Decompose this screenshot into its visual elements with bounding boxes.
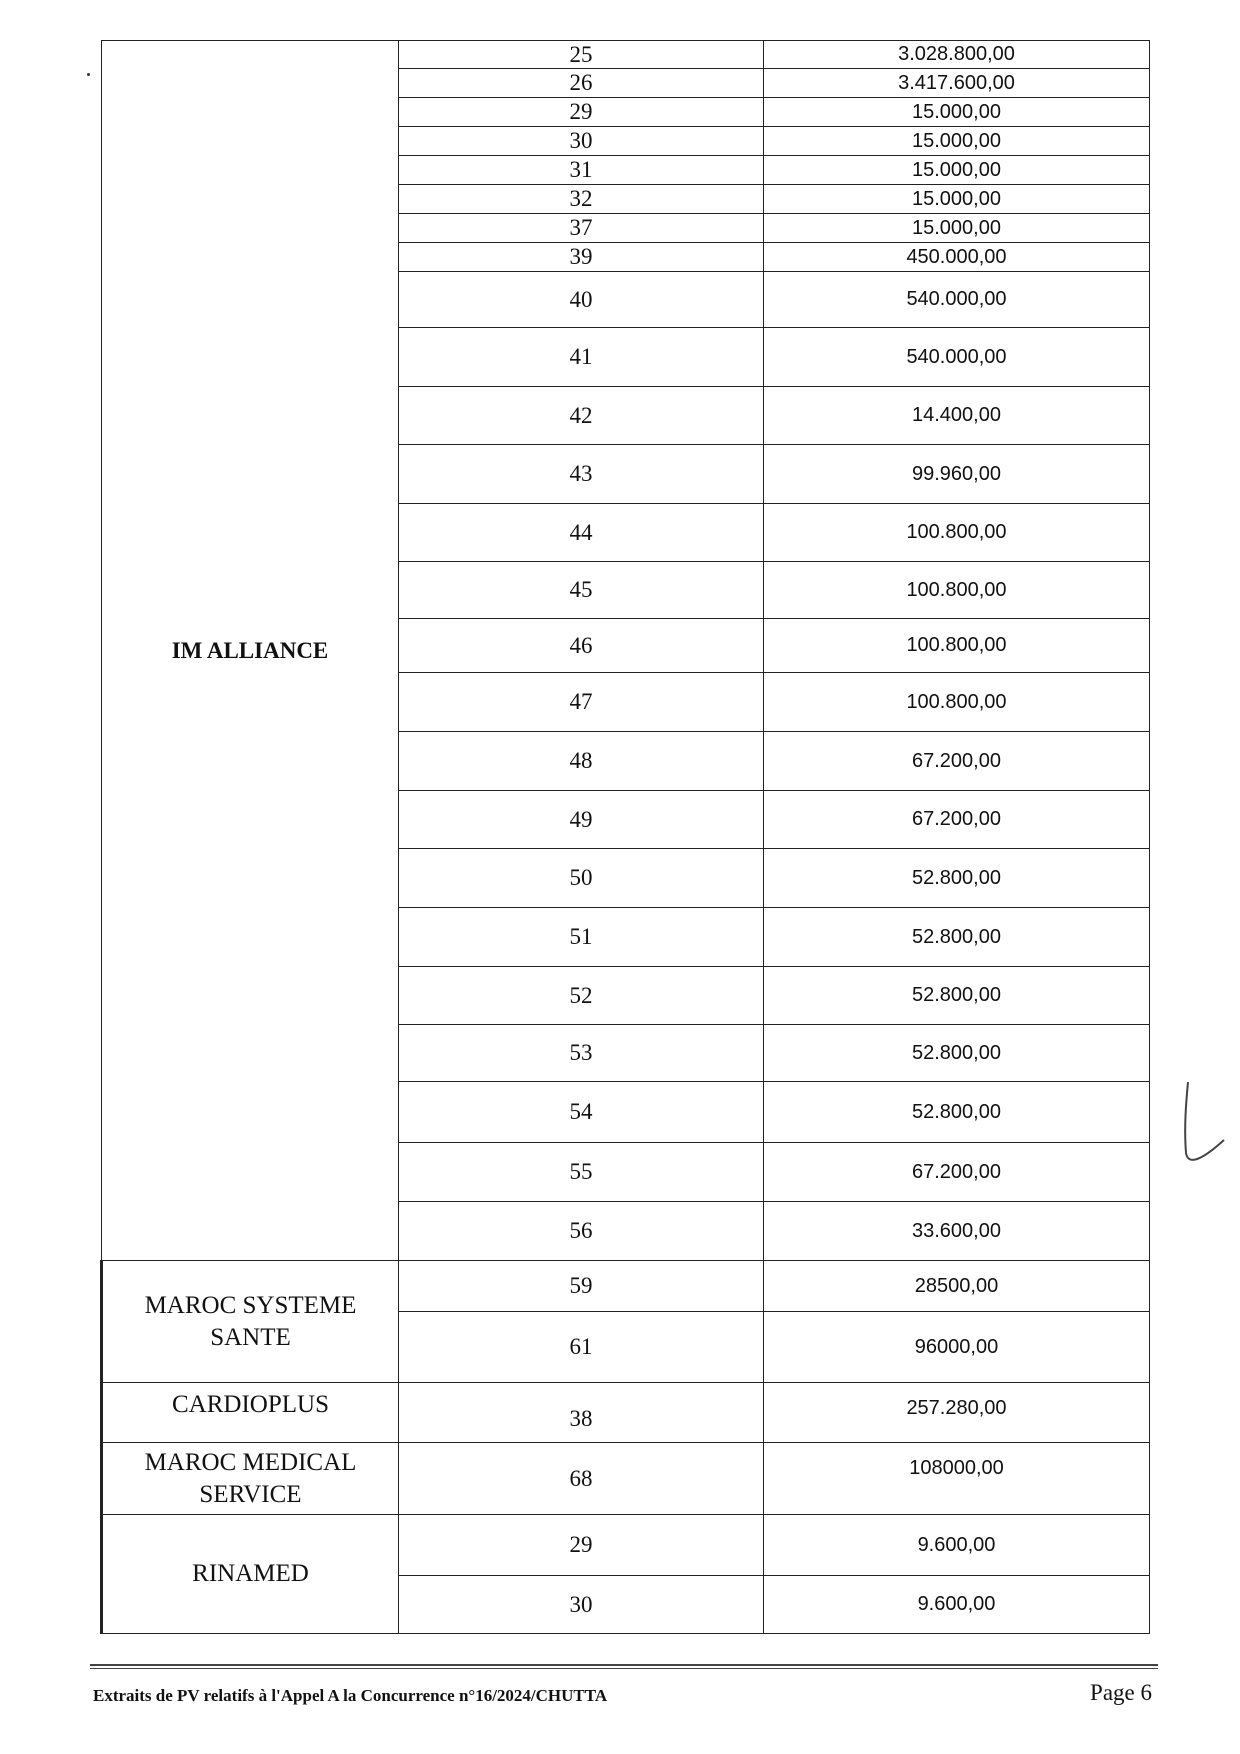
lot-cell: 39 <box>399 243 764 272</box>
amount-cell: 15.000,00 <box>764 127 1150 156</box>
amount-cell: 67.200,00 <box>764 791 1150 849</box>
amount-cell: 33.600,00 <box>764 1202 1150 1261</box>
lot-cell: 32 <box>399 185 764 214</box>
company-name: CARDIOPLUS <box>172 1391 329 1418</box>
amount-cell: 9.600,00 <box>764 1576 1150 1634</box>
lot-cell: 41 <box>399 328 764 387</box>
lot-cell: 30 <box>399 1576 764 1634</box>
table-row <box>102 1383 1150 1443</box>
lot-cell: 45 <box>399 562 764 619</box>
amount-cell: 96000,00 <box>764 1312 1150 1383</box>
footer-title: Extraits de PV relatifs à l'Appel A la Concurrence n°16/2024/CHUTTA <box>93 1686 608 1705</box>
amount-cell: 99.960,00 <box>764 445 1150 504</box>
lot-cell: 50 <box>399 849 764 908</box>
lot-cell: 68 <box>399 1443 764 1515</box>
footer-rule <box>90 1668 1158 1669</box>
lot-cell: 54 <box>399 1082 764 1143</box>
company-cell <box>102 1443 399 1515</box>
lot-cell: 37 <box>399 214 764 243</box>
lot-cell: 52 <box>399 967 764 1025</box>
lot-cell: 44 <box>399 504 764 562</box>
table-row <box>102 1443 1150 1515</box>
lot-cell: 29 <box>399 98 764 127</box>
footer-rule <box>90 1664 1158 1666</box>
amount-cell: 108000,00 <box>764 1443 1150 1515</box>
amount-cell: 14.400,00 <box>764 387 1150 445</box>
table-row <box>102 1261 1150 1312</box>
lot-cell: 25 <box>399 41 764 69</box>
lot-cell: 46 <box>399 619 764 673</box>
company-cell <box>102 41 399 1261</box>
company-name-line2: SERVICE <box>199 1481 302 1508</box>
amount-cell: 52.800,00 <box>764 967 1150 1025</box>
amount-cell: 52.800,00 <box>764 1082 1150 1143</box>
amount-cell: 67.200,00 <box>764 1143 1150 1202</box>
company-cell <box>102 1383 399 1443</box>
lot-cell: 40 <box>399 272 764 328</box>
lot-cell: 43 <box>399 445 764 504</box>
lot-cell: 55 <box>399 1143 764 1202</box>
amount-cell: 100.800,00 <box>764 562 1150 619</box>
lot-cell: 56 <box>399 1202 764 1261</box>
lot-cell: 42 <box>399 387 764 445</box>
lot-cell: 59 <box>399 1261 764 1312</box>
company-cell <box>102 1261 399 1383</box>
lot-cell: 38 <box>399 1383 764 1443</box>
amount-cell: 540.000,00 <box>764 272 1150 328</box>
amount-cell: 52.800,00 <box>764 908 1150 967</box>
lot-cell: 29 <box>399 1515 764 1576</box>
company-name-line1: MAROC MEDICAL <box>144 1449 357 1476</box>
amount-cell: 100.800,00 <box>764 673 1150 732</box>
company-name: RINAMED <box>192 1560 309 1587</box>
amount-cell: 15.000,00 <box>764 156 1150 185</box>
lot-cell: 51 <box>399 908 764 967</box>
table-row <box>102 1515 1150 1576</box>
lot-cell: 26 <box>399 69 764 98</box>
amount-cell: 15.000,00 <box>764 214 1150 243</box>
lot-cell: 61 <box>399 1312 764 1383</box>
amount-cell: 3.417.600,00 <box>764 69 1150 98</box>
amount-cell: 450.000,00 <box>764 243 1150 272</box>
amount-cell: 100.800,00 <box>764 619 1150 673</box>
amount-cell: 15.000,00 <box>764 98 1150 127</box>
lot-cell: 31 <box>399 156 764 185</box>
amount-cell: 100.800,00 <box>764 504 1150 562</box>
amount-cell: 28500,00 <box>764 1261 1150 1312</box>
lot-cell: 49 <box>399 791 764 849</box>
lot-cell: 30 <box>399 127 764 156</box>
amount-cell: 67.200,00 <box>764 732 1150 791</box>
lot-cell: 48 <box>399 732 764 791</box>
amount-cell: 257.280,00 <box>764 1383 1150 1443</box>
amount-cell: 52.800,00 <box>764 1025 1150 1082</box>
lot-cell: 53 <box>399 1025 764 1082</box>
company-name: IM ALLIANCE <box>171 637 329 663</box>
table-row <box>102 41 1150 69</box>
amount-cell: 52.800,00 <box>764 849 1150 908</box>
amount-cell: 3.028.800,00 <box>764 41 1150 69</box>
amount-cell: 15.000,00 <box>764 185 1150 214</box>
page-number: Page 6 <box>1090 1680 1152 1705</box>
company-name-line2: SANTE <box>210 1323 291 1351</box>
lot-cell: 47 <box>399 673 764 732</box>
company-name-line1: MAROC SYSTEME <box>144 1291 357 1319</box>
amount-cell: 540.000,00 <box>764 328 1150 387</box>
handwritten-initial <box>1180 1078 1230 1168</box>
scan-mark <box>87 73 90 76</box>
results-table <box>100 40 1150 1634</box>
company-cell <box>102 1515 399 1634</box>
amount-cell: 9.600,00 <box>764 1515 1150 1576</box>
